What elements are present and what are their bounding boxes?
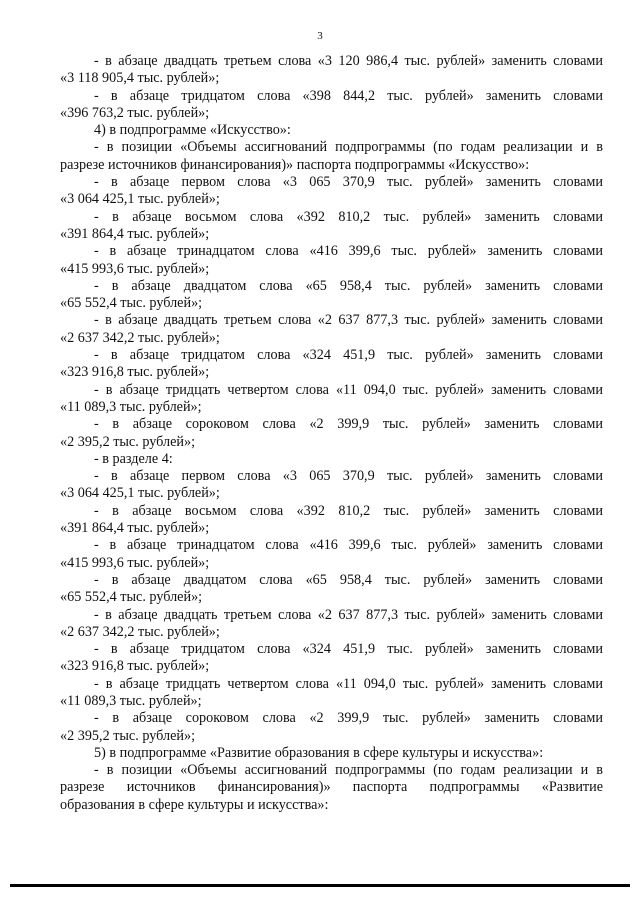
document-line: - в разделе 4: [94, 450, 173, 467]
document-line: «2 637 342,2 тыс. рублей»; [60, 623, 220, 640]
document-line: - в абзаце тридцатом слова «324 451,9 тыс. рублей» заменить словами [94, 641, 603, 658]
document-line: «11 089,3 тыс. рублей»; [60, 398, 202, 415]
document-line: «3 118 905,4 тыс. рублей»; [60, 70, 220, 87]
document-line: «3 064 425,1 тыс. рублей»; [60, 191, 220, 208]
bottom-rule [10, 884, 630, 887]
document-line: - в абзаце двадцать третьем слова «2 637 877,3 тыс. рублей» заменить словами [94, 312, 603, 329]
document-line: - в абзаце восьмом слова «392 810,2 тыс. рублей» заменить словами [94, 502, 603, 519]
document-line: «65 552,4 тыс. рублей»; [60, 295, 203, 312]
page-number: 3 [317, 30, 323, 42]
document-line: - в абзаце восьмом слова «392 810,2 тыс. рублей» заменить словами [94, 208, 603, 225]
document-line: образования в сфере культуры и искусства»: [60, 796, 329, 813]
document-line: - в абзаце сороковом слова «2 399,9 тыс. рублей» заменить словами [94, 710, 603, 727]
document-line: «3 064 425,1 тыс. рублей»; [60, 485, 220, 502]
document-line: - в абзаце тринадцатом слова «416 399,6 тыс. рублей» заменить словами [94, 243, 603, 260]
document-line: - в позиции «Объемы ассигнований подпрограммы (по годам реализации и в [94, 139, 603, 156]
document-line: 4) в подпрограмме «Искусство»: [94, 122, 291, 139]
document-line: «323 916,8 тыс. рублей»; [60, 658, 210, 675]
document-line: - в абзаце сороковом слова «2 399,9 тыс. рублей» заменить словами [94, 416, 603, 433]
document-line: «2 395,2 тыс. рублей»; [60, 727, 196, 744]
document-line: - в абзаце тридцатом слова «398 844,2 тыс. рублей» заменить словами [94, 87, 603, 104]
document-line: «415 993,6 тыс. рублей»; [60, 260, 210, 277]
document-line: - в абзаце тридцатом слова «324 451,9 тыс. рублей» заменить словами [94, 347, 603, 364]
document-line: «2 637 342,2 тыс. рублей»; [60, 329, 220, 346]
document-line: «391 864,4 тыс. рублей»; [60, 520, 210, 537]
document-line: «323 916,8 тыс. рублей»; [60, 364, 210, 381]
document-line: «396 763,2 тыс. рублей»; [60, 104, 210, 121]
document-line: - в абзаце первом слова «3 065 370,9 тыс. рублей» заменить словами [94, 174, 603, 191]
document-line: «65 552,4 тыс. рублей»; [60, 589, 203, 606]
document-line: - в абзаце двадцатом слова «65 958,4 тыс. рублей» заменить словами [94, 277, 603, 294]
document-line: «391 864,4 тыс. рублей»; [60, 225, 210, 242]
document-body [60, 53, 603, 814]
document-line: - в позиции «Объемы ассигнований подпрограммы (по годам реализации и в [94, 762, 603, 779]
document-line: - в абзаце двадцатом слова «65 958,4 тыс. рублей» заменить словами [94, 571, 603, 588]
document-line: - в абзаце первом слова «3 065 370,9 тыс. рублей» заменить словами [94, 468, 603, 485]
document-line: «11 089,3 тыс. рублей»; [60, 692, 202, 709]
document-line: - в абзаце тридцать четвертом слова «11 094,0 тыс. рублей» заменить словами [94, 675, 603, 692]
document-line: - в абзаце двадцать третьем слова «2 637 877,3 тыс. рублей» заменить словами [94, 606, 603, 623]
document-line: «2 395,2 тыс. рублей»; [60, 433, 196, 450]
document-line: разрезе источников финансирования)» паспорта подпрограммы «Развитие [60, 779, 603, 796]
document-line: - в абзаце двадцать третьем слова «3 120 986,4 тыс. рублей» заменить словами [94, 53, 603, 69]
document-line: - в абзаце тринадцатом слова «416 399,6 тыс. рублей» заменить словами [94, 537, 603, 554]
document-line: «415 993,6 тыс. рублей»; [60, 554, 210, 571]
document-line: 5) в подпрограмме «Развитие образования в сфере культуры и искусства»: [94, 744, 544, 761]
document-line: - в абзаце тридцать четвертом слова «11 094,0 тыс. рублей» заменить словами [94, 381, 603, 398]
document-line: разрезе источников финансирования)» паспорта подпрограммы «Искусство»: [60, 156, 530, 173]
